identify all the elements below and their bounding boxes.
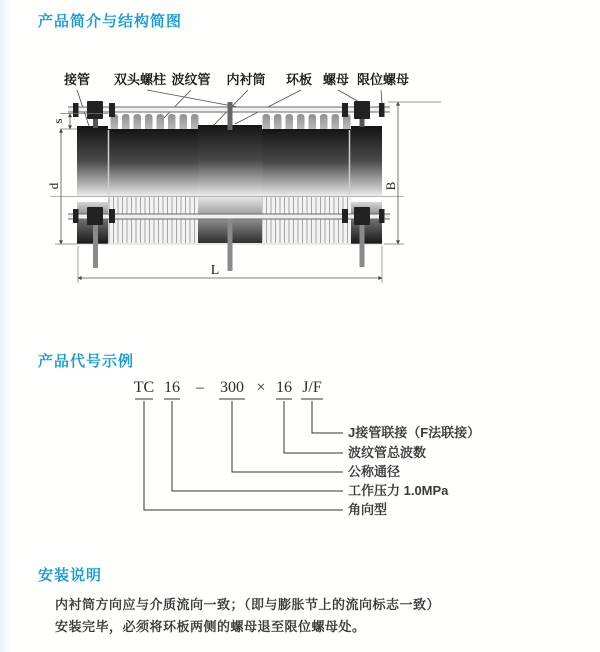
install-line-2: 安装完毕，必须将环板两侧的螺母退至限位螺母处。 xyxy=(55,619,366,634)
stud-lower-center xyxy=(228,219,233,271)
section-title-code: 产品代号示例 xyxy=(38,353,135,370)
stud-upper-center xyxy=(228,102,233,130)
dim-label-L: L xyxy=(210,263,220,278)
part-label-ring-plate: 环板 xyxy=(285,72,313,87)
install-instructions xyxy=(55,594,440,638)
callout-connection: J接管联接（F法联接） xyxy=(348,425,481,440)
code-part-type: TC xyxy=(133,379,155,396)
callout-angular-type: 角向型 xyxy=(348,502,388,517)
callout-diameter: 公称通径 xyxy=(348,464,401,479)
structure-diagram xyxy=(35,68,455,292)
part-label-limit-nut: 限位螺母 xyxy=(356,72,410,87)
stud-lower-right xyxy=(360,219,365,267)
install-line-1: 内衬筒方向应与介质流向一致；（即与膨胀节上的流向标志一致） xyxy=(55,597,441,612)
callout-pressure: 工作压力 1.0MPa xyxy=(348,483,449,498)
stud-lower-left xyxy=(93,219,98,268)
part-label-stud: 双头螺柱 xyxy=(113,72,167,87)
dimension-d xyxy=(46,129,78,244)
dimension-B xyxy=(383,102,441,244)
section-title-install: 安装说明 xyxy=(38,567,103,584)
code-part-dash: – xyxy=(196,379,204,396)
product-code-diagram xyxy=(125,372,505,522)
tie-rod-lower xyxy=(68,214,390,219)
code-part-pressure: 16 xyxy=(164,379,180,396)
part-label-pipe-end: 接管 xyxy=(63,72,91,87)
bellows-ribs-left xyxy=(111,114,199,130)
bellows-ribs-right xyxy=(263,114,351,130)
code-part-times: × xyxy=(256,379,266,396)
code-part-diameter: 300 xyxy=(220,379,244,396)
dim-label-s: s xyxy=(50,118,65,124)
flange-upper-left xyxy=(77,126,108,196)
callout-wave-count: 波纹管总波数 xyxy=(348,445,427,460)
code-connectors xyxy=(144,401,343,510)
part-label-bellows: 波纹管 xyxy=(171,72,211,87)
upper-center-band xyxy=(198,125,262,196)
part-label-liner: 内衬筒 xyxy=(226,72,266,87)
section-title-intro: 产品简介与结构简图 xyxy=(38,13,183,30)
dim-label-d: d xyxy=(46,182,61,190)
flange-upper-right xyxy=(351,126,382,196)
code-part-waves: 16 xyxy=(276,379,292,396)
part-label-nut: 螺母 xyxy=(322,72,350,87)
dim-label-B: B xyxy=(383,181,398,191)
code-part-connect: J/F xyxy=(302,379,322,396)
